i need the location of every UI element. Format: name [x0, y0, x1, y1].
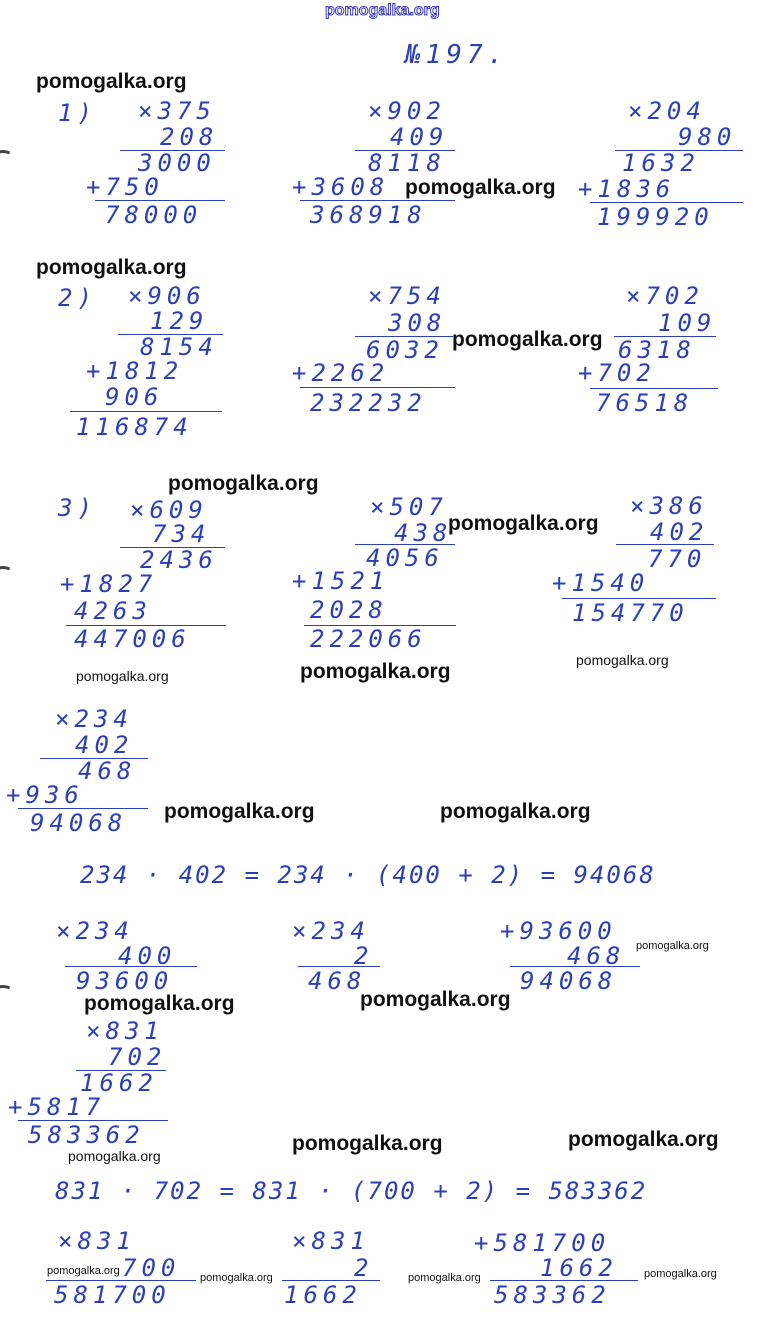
watermark: pomogalka.org [440, 800, 591, 823]
result: 368918 [310, 201, 427, 229]
operand: 1662 [540, 1254, 618, 1282]
operand: 109 [658, 309, 717, 337]
problem-number: №197. [405, 40, 509, 70]
result: 116874 [76, 413, 193, 441]
watermark: pomogalka.org [68, 1148, 161, 1164]
watermark: pomogalka.org [408, 1272, 481, 1284]
watermark: pomogalka.org [168, 472, 319, 495]
operand: ×754 [368, 282, 446, 310]
operand: ×831 [86, 1017, 164, 1045]
operand: 700 [122, 1254, 181, 1282]
watermark: pomogalka.org [636, 940, 709, 952]
partial-product: 1662 [80, 1069, 158, 1097]
operand: ×702 [626, 282, 704, 310]
watermark: pomogalka.org [452, 328, 603, 351]
partial-product: 906 [105, 383, 164, 411]
watermark: pomogalka.org [84, 992, 235, 1015]
partial-product: 1632 [622, 149, 700, 177]
part-label: 1) [58, 99, 97, 127]
result: 232232 [310, 389, 427, 417]
operand: 409 [390, 123, 449, 151]
operand: 980 [678, 123, 737, 151]
watermark: pomogalka.org [405, 176, 556, 199]
partial-product: 2436 [140, 546, 218, 574]
operand: ×507 [370, 493, 448, 521]
partial-product: +750 [86, 173, 164, 201]
result: 154770 [572, 599, 689, 627]
result: 76518 [596, 389, 694, 417]
site-header: pomogalka.org [325, 2, 440, 19]
operand: 308 [388, 309, 447, 337]
operand: +581700 [474, 1229, 611, 1257]
operand: +93600 [500, 917, 617, 945]
partial-product: +1540 [552, 569, 650, 597]
operand: 2 [354, 1254, 374, 1282]
partial-product: 6032 [366, 336, 444, 364]
watermark: pomogalka.org [360, 988, 511, 1011]
operand: ×234 [292, 917, 370, 945]
operand: ×906 [128, 282, 206, 310]
operand: 468 [567, 942, 626, 970]
result: 93600 [76, 967, 174, 995]
part-label: 3) [58, 494, 97, 522]
part-label: 2) [58, 284, 97, 312]
operand: 734 [152, 520, 211, 548]
result: 583362 [494, 1281, 611, 1309]
partial-product: +1827 [60, 570, 158, 598]
operand: 402 [75, 731, 134, 759]
partial-product: +5817 [8, 1093, 106, 1121]
partial-product: +2262 [292, 359, 390, 387]
partial-product: 468 [78, 757, 137, 785]
result: 468 [308, 967, 367, 995]
partial-product: 8154 [140, 333, 218, 361]
partial-product: 770 [648, 545, 707, 573]
watermark: pomogalka.org [576, 652, 669, 668]
operand: ×831 [58, 1227, 136, 1255]
watermark: pomogalka.org [36, 70, 187, 93]
partial-product: 4263 [74, 597, 152, 625]
operand: ×609 [130, 496, 208, 524]
watermark: pomogalka.org [292, 1132, 443, 1155]
equation: 234 · 402 = 234 · (400 + 2) = 94068 [80, 861, 656, 889]
result: 583362 [28, 1121, 145, 1149]
watermark: pomogalka.org [164, 800, 315, 823]
partial-product: 2028 [310, 596, 388, 624]
operand: 129 [150, 307, 209, 335]
partial-product: +1836 [578, 175, 676, 203]
rule [300, 387, 455, 388]
watermark: pomogalka.org [300, 660, 451, 683]
punch-hole [0, 980, 25, 1024]
result: 94068 [520, 967, 618, 995]
result: 78000 [105, 201, 203, 229]
operand: 2 [354, 942, 374, 970]
operand: ×831 [292, 1227, 370, 1255]
watermark: pomogalka.org [47, 1265, 120, 1277]
watermark: pomogalka.org [448, 512, 599, 535]
operand: 438 [394, 519, 453, 547]
operand: ×234 [56, 917, 134, 945]
partial-product: +702 [578, 359, 656, 387]
result: 222066 [310, 625, 427, 653]
partial-product: +936 [6, 781, 84, 809]
punch-hole [0, 145, 25, 189]
result: 447006 [74, 625, 191, 653]
operand: 400 [118, 942, 177, 970]
watermark: pomogalka.org [568, 1128, 719, 1151]
punch-hole [0, 561, 25, 605]
partial-product: 4056 [366, 544, 444, 572]
watermark: pomogalka.org [36, 256, 187, 279]
operand: 402 [650, 518, 709, 546]
operand: ×386 [630, 492, 708, 520]
result: 581700 [54, 1281, 171, 1309]
result: 94068 [30, 809, 128, 837]
partial-product: 6318 [618, 336, 696, 364]
watermark: pomogalka.org [76, 668, 169, 684]
equation: 831 · 702 = 831 · (700 + 2) = 583362 [55, 1177, 648, 1205]
watermark: pomogalka.org [200, 1272, 273, 1284]
watermark: pomogalka.org [644, 1268, 717, 1280]
operand: 702 [108, 1043, 167, 1071]
rule [70, 411, 222, 412]
partial-product: +1812 [86, 357, 184, 385]
partial-product: 8118 [368, 149, 446, 177]
operand: 208 [160, 123, 219, 151]
result: 1662 [284, 1281, 362, 1309]
operand: ×234 [55, 705, 133, 733]
operand: ×902 [368, 97, 446, 125]
partial-product: +3608 [292, 173, 390, 201]
partial-product: +1521 [292, 567, 390, 595]
partial-product: 3000 [138, 149, 216, 177]
result: 199920 [597, 203, 714, 231]
operand: ×375 [138, 97, 216, 125]
operand: ×204 [628, 97, 706, 125]
